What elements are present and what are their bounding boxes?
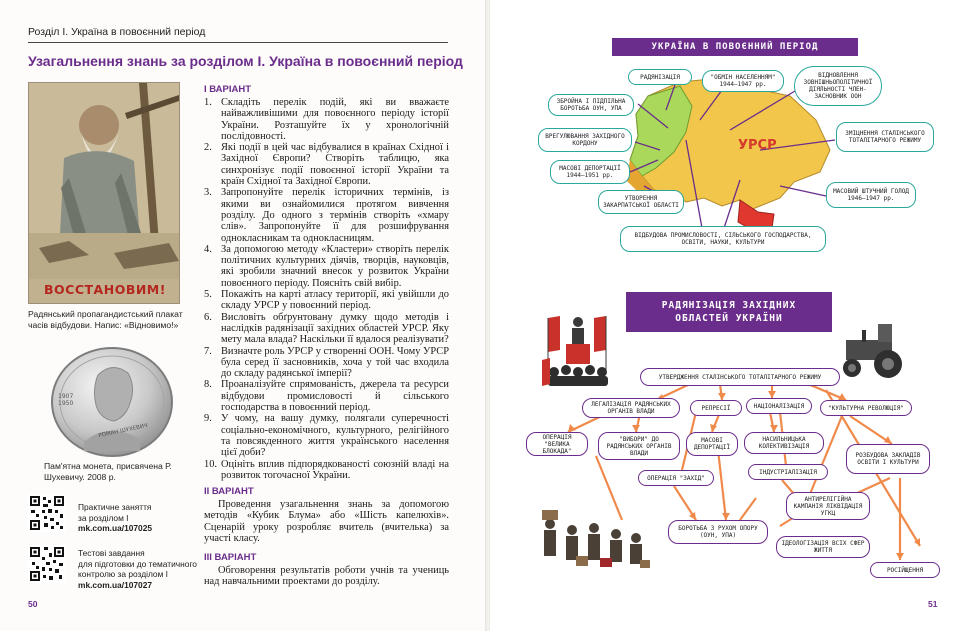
header-divider (28, 42, 448, 43)
right-page (490, 0, 970, 631)
propaganda-poster (28, 82, 180, 304)
soviet-meeting-illustration (542, 316, 608, 386)
task-number: 7. (204, 345, 212, 357)
task-number: 1. (204, 97, 212, 108)
task-item (204, 413, 449, 458)
task-text: Складіть перелік подій, які ви вважаєте найважливішими для повоєнного періоду історії України. Розташуйте їх у хронологічній послідовності. (221, 97, 449, 142)
variant-3-heading: ІІІ ВАРІАНТ (204, 552, 257, 563)
variant-2-heading: ІІ ВАРІАНТ (204, 486, 254, 497)
chart-box-nationalization: НАЦІОНАЛІЗАЦІЯ (746, 398, 812, 414)
task-item (204, 379, 449, 413)
page-number-left: 50 (28, 599, 38, 609)
task-text: Запропонуйте перелік історичних термінів, із якими ви ознайомилися протягом вивчення розділу. До одного з термінів створіть «хмару слів». Запропонуйте її для розшифрування однокласникам та однокласницям. (221, 187, 449, 244)
task-item (204, 459, 449, 482)
chart-box-russification: РОСІЙЩЕННЯ (870, 562, 940, 578)
task-number: 10. (204, 458, 217, 470)
chart-banner-line1: РАДЯНІЗАЦІЯ ЗАХІДНИХ (661, 300, 797, 311)
variant-3-text: Обговорення результатів роботи учнів та учениць над навчальними проектами до розділу. (204, 565, 449, 588)
chart-box-root: УТВЕРДЖЕННЯ СТАЛІНСЬКОГО ТОТАЛІТАРНОГО РЕЖИМУ (640, 368, 840, 386)
qr-block-tests-line1: Тестові завдання (78, 548, 145, 558)
map-box-transcarpathia: УТВОРЕННЯ ЗАКАРПАТСЬКОЇ ОБЛАСТІ (598, 190, 684, 214)
qr-code-icon[interactable] (28, 545, 66, 583)
task-item (204, 312, 449, 346)
map-box-radianizatsiia: РАДЯНІЗАЦІЯ (628, 69, 692, 85)
qr-block-tests (78, 548, 197, 590)
section-title: Узагальнення знань за розділом І. Україна в повоєнний період (28, 53, 463, 69)
task-item (204, 289, 449, 312)
task-item (204, 187, 449, 243)
task-text: Які події в цей час відбувалися в країнах Східної і Західної Європи? Створіть таблицю, яка синхронізує події повоєнної історії України та країн Східної та Західної Європи. (221, 142, 449, 188)
chart-box-mass-deportations: МАСОВІ ДЕПОРТАЦІЇ (686, 432, 738, 456)
tractor-illustration (843, 324, 902, 378)
task-item (204, 97, 449, 142)
page-number-right: 51 (928, 599, 938, 609)
task-item (204, 346, 449, 380)
poster-slogan: ВОССТАНОВИМ! (44, 282, 166, 297)
map-box-famine: МАСОВИЙ ШТУЧНИЙ ГОЛОД 1946—1947 рр. (826, 182, 916, 208)
chart-box-repressions: РЕПРЕСІЇ (690, 400, 742, 416)
running-head: Розділ І. Україна в повоєнний період (28, 26, 206, 38)
coin-years: 1907 1950 (58, 393, 74, 407)
task-number: 6. (204, 311, 212, 323)
chart-box-ideologization: ІДЕОЛОГІЗАЦІЯ ВСІХ СФЕР ЖИТТЯ (776, 536, 870, 558)
chart-banner-line2: ОБЛАСТЕЙ УКРАЇНИ (675, 313, 783, 324)
task-number: 4. (204, 243, 212, 255)
map-box-reconstruction: ВІДБУДОВА ПРОМИСЛОВОСТІ, СІЛЬСЬКОГО ГОСПОДАРСТВА, ОСВІТИ, НАУКИ, КУЛЬТУРИ (620, 226, 826, 252)
map-label-ursr: УРСР (738, 138, 777, 153)
chart-box-legalization: ЛЕГАЛІЗАЦІЯ РАДЯНСЬКИХ ОРГАНІВ ВЛАДИ (582, 398, 680, 418)
task-number: 9. (204, 413, 212, 425)
map-box-deportations: МАСОВІ ДЕПОРТАЦІЇ 1944—1951 рр. (550, 160, 630, 184)
task-text: Висловіть обґрунтовану думку щодо методів і наслідків радянізації західних областей УРСР. Яку мету мала влада? Наскільки її вдалося реалізувати? (221, 311, 449, 346)
qr-block-practice-line1: Практичне заняття (78, 502, 152, 512)
task-number: 2. (204, 142, 212, 154)
variant-2-text: Проведення узагальнення знань за допомогою методів «Кубик Блума» або «Шість капелюхів». Сценарій уроку розробляє вчитель (вчителька) за участі класу. (204, 499, 449, 544)
chart-box-resistance-struggle: БОРОТЬБА З РУХОМ ОПОРУ (ОУН, УПА) (668, 520, 768, 544)
task-text: Покажіть на карті атласу території, які увійшли до складу УРСР у повоєнний період. (221, 289, 449, 312)
chart-box-education-development: РОЗБУДОВА ЗАКЛАДІВ ОСВІТИ І КУЛЬТУРИ (846, 444, 930, 474)
task-number: 5. (204, 289, 212, 301)
map-box-foreign-policy: ВІДНОВЛЕННЯ ЗОВНІШНЬОПОЛІТИЧНОЇ ДІЯЛЬНОСТІ ЧЛЕН-ЗАСНОВНИК ООН (794, 66, 882, 106)
task-text: Визначте роль УРСР у створенні ООН. Чому УРСР була серед її засновників, хоча у той час входила до складу радянської імперії? (221, 345, 449, 380)
task-text: У чому, на вашу думку, полягали суперечності соціально-економічного, культурного, релігійного та повсякденного життя українського населення цієї доби? (221, 413, 449, 459)
task-list (204, 97, 449, 481)
map-box-western-border: ВРЕГУЛЮВАННЯ ЗАХІДНОГО КОРДОНУ (538, 128, 632, 152)
poster-illustration (29, 83, 180, 304)
chart-box-great-blockade: ОПЕРАЦІЯ "ВЕЛИКА БЛОКАДА" (526, 432, 588, 456)
qr-block-tests-line2: для підготовки до тематичного (78, 558, 197, 569)
qr-block-practice (78, 502, 152, 534)
task-text: Оцініть вплив підпорядкованості союзній владі на розвиток тогочасної України. (221, 458, 449, 481)
task-number: 8. (204, 379, 212, 391)
chart-banner (626, 292, 832, 332)
coin-name: РОМАН ШУХЕВИЧ (98, 422, 149, 440)
qr-link-practice[interactable]: mk.com.ua/107025 (78, 523, 153, 533)
map-box-armed-struggle: ЗБРОЙНА І ПІДПІЛЬНА БОРОТЬБА ОУН, УПА (548, 94, 634, 116)
qr-block-tests-line3: контролю за розділом І (78, 569, 169, 579)
coin-caption: Пам'ятна монета, присвячена Р. Шухевичу. 2008 р. (44, 461, 172, 482)
map-banner: УКРАЇНА В ПОВОЄННИЙ ПЕРІОД (612, 38, 858, 56)
chart-box-operation-west: ОПЕРАЦІЯ "ЗАХІД" (638, 470, 714, 486)
map-box-population-exchange: "ОБМІН НАСЕЛЕННЯМ" 1944—1947 рр. (702, 70, 784, 92)
map-box-totalitarian-regime: ЗМІЦНЕННЯ СТАЛІНСЬКОГО ТОТАЛІТАРНОГО РЕЖИМУ (836, 122, 934, 152)
deportation-illustration (542, 510, 650, 568)
commemorative-coin (48, 347, 176, 458)
qr-link-tests[interactable]: mk.com.ua/107027 (78, 579, 153, 590)
task-item (204, 244, 449, 289)
poster-caption: Радянський пропагандистський плакат часів відбудови. Напис: «Відновимо!» (28, 309, 183, 330)
task-item (204, 142, 449, 187)
qr-block-practice-line2: за розділом І (78, 512, 129, 523)
qr-code-icon[interactable] (28, 494, 66, 532)
task-number: 3. (204, 187, 212, 199)
chart-box-elections: "ВИБОРИ" ДО РАДЯНСЬКИХ ОРГАНІВ ВЛАДИ (598, 432, 680, 460)
task-text: За допомогою методу «Кластери» створіть перелік політичних культурних діячів, творців, науковців, які зробили значний внесок у розвиток України повоєнного періоду. Поясніть свій вибір. (221, 243, 449, 289)
chart-box-industrialization: ІНДУСТРІАЛІЗАЦІЯ (748, 464, 828, 480)
task-text: Проаналізуйте спрямованість, джерела та ресурси відбудови промисловості й сільського господарства в повоєнний період. (221, 379, 449, 414)
chart-box-collectivization: НАСИЛЬНИЦЬКА КОЛЕКТИВІЗАЦІЯ (744, 432, 824, 454)
chart-box-cultural-revolution: "КУЛЬТУРНА РЕВОЛЮЦІЯ" (820, 400, 912, 416)
variant-1-heading: І ВАРІАНТ (204, 84, 252, 95)
chart-box-anti-religious: АНТИРЕЛІГІЙНА КАМПАНІЯ ЛІКВІДАЦІЯ УГКЦ (786, 492, 870, 520)
